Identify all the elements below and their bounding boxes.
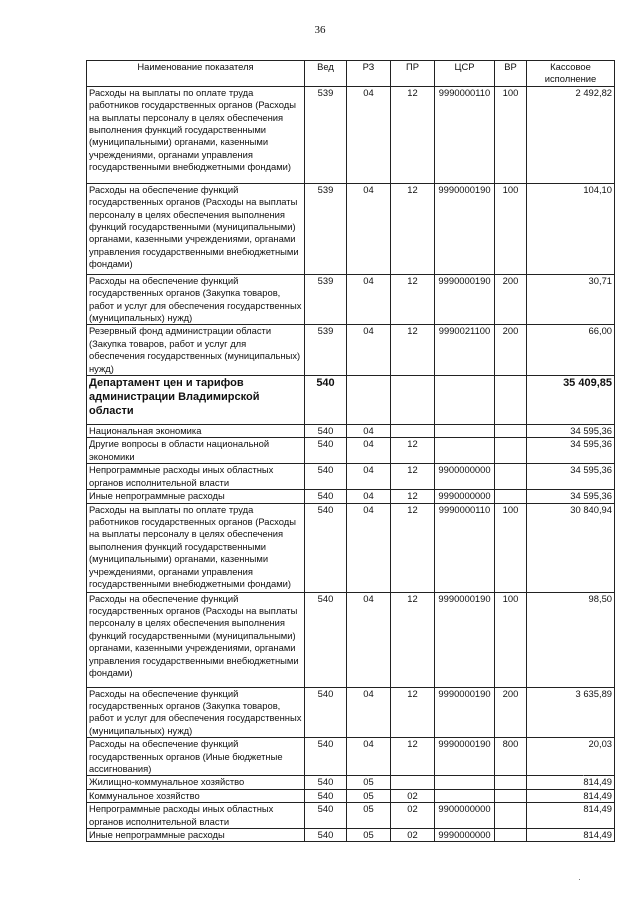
cell-rz: 04 bbox=[347, 425, 391, 438]
cell-csr: 9990000190 bbox=[435, 738, 495, 776]
cell-cash-execution: 35 409,85 bbox=[527, 376, 615, 425]
cell-ved: 540 bbox=[305, 376, 347, 425]
table-row bbox=[87, 86, 615, 183]
table-row bbox=[87, 828, 615, 841]
cell-vr bbox=[495, 464, 527, 490]
cell-ved: 539 bbox=[305, 274, 347, 325]
cell-cash-execution: 814,49 bbox=[527, 828, 615, 841]
cell-csr bbox=[435, 376, 495, 425]
cell-csr: 9990000110 bbox=[435, 86, 495, 183]
cell-csr bbox=[435, 438, 495, 464]
cell-indicator-name: Расходы на обеспечение функций государственных органов (Расходы на выплаты персоналу в целях обеспечения выполнения функций государственными (муниципальными) органами, казенными учреждениями, органами управления государственными внебюджетными фондами) bbox=[87, 183, 305, 274]
cell-rz: 05 bbox=[347, 776, 391, 789]
cell-cash-execution: 814,49 bbox=[527, 776, 615, 789]
cell-pr: 12 bbox=[391, 738, 435, 776]
cell-pr: 12 bbox=[391, 592, 435, 687]
cell-ved: 540 bbox=[305, 425, 347, 438]
cell-pr: 12 bbox=[391, 325, 435, 376]
cell-rz: 04 bbox=[347, 490, 391, 503]
cell-cash-execution: 30,71 bbox=[527, 274, 615, 325]
cell-indicator-name: Национальная экономика bbox=[87, 425, 305, 438]
cell-csr: 9990000110 bbox=[435, 503, 495, 592]
cell-pr: 12 bbox=[391, 503, 435, 592]
cell-ved: 540 bbox=[305, 438, 347, 464]
cell-rz: 04 bbox=[347, 738, 391, 776]
cell-csr: 9990000000 bbox=[435, 490, 495, 503]
cell-rz: 04 bbox=[347, 592, 391, 687]
cell-cash-execution: 814,49 bbox=[527, 803, 615, 829]
cell-pr: 02 bbox=[391, 828, 435, 841]
cell-ved: 540 bbox=[305, 789, 347, 802]
cell-rz: 04 bbox=[347, 86, 391, 183]
cell-csr: 9990000190 bbox=[435, 274, 495, 325]
header-pr: ПР bbox=[391, 61, 435, 87]
table-row bbox=[87, 490, 615, 503]
cell-pr bbox=[391, 776, 435, 789]
cell-indicator-name: Непрограммные расходы иных областных органов исполнительной власти bbox=[87, 464, 305, 490]
table-row bbox=[87, 789, 615, 802]
cell-pr: 12 bbox=[391, 687, 435, 738]
cell-ved: 539 bbox=[305, 183, 347, 274]
table-row bbox=[87, 274, 615, 325]
cell-cash-execution: 104,10 bbox=[527, 183, 615, 274]
cell-pr bbox=[391, 425, 435, 438]
cell-ved: 540 bbox=[305, 464, 347, 490]
table-row bbox=[87, 803, 615, 829]
cell-pr: 12 bbox=[391, 464, 435, 490]
cell-csr: 9990000190 bbox=[435, 183, 495, 274]
cell-ved: 539 bbox=[305, 86, 347, 183]
table-row bbox=[87, 183, 615, 274]
header-rz: РЗ bbox=[347, 61, 391, 87]
cell-vr: 100 bbox=[495, 503, 527, 592]
cell-csr: 9900000000 bbox=[435, 464, 495, 490]
cell-ved: 539 bbox=[305, 325, 347, 376]
cell-indicator-name: Расходы на выплаты по оплате труда работников государственных органов (Расходы на выплаты персоналу в целях обеспечения выполнения функций государственными (муниципальными) органами, казенными учреждениями, органами управления государственными внебюджетными фондами) bbox=[87, 503, 305, 592]
cell-vr bbox=[495, 789, 527, 802]
cell-vr bbox=[495, 425, 527, 438]
cell-indicator-name: Непрограммные расходы иных областных органов исполнительной власти bbox=[87, 803, 305, 829]
cell-rz: 05 bbox=[347, 803, 391, 829]
cell-rz: 04 bbox=[347, 687, 391, 738]
cell-cash-execution: 814,49 bbox=[527, 789, 615, 802]
cell-csr bbox=[435, 425, 495, 438]
cell-ved: 540 bbox=[305, 503, 347, 592]
budget-execution-table bbox=[86, 60, 615, 842]
cell-cash-execution: 34 595,36 bbox=[527, 425, 615, 438]
page-number: 36 bbox=[314, 24, 326, 36]
cell-pr: 02 bbox=[391, 789, 435, 802]
cell-vr bbox=[495, 828, 527, 841]
cell-indicator-name: Другие вопросы в области национальной экономики bbox=[87, 438, 305, 464]
table-row bbox=[87, 776, 615, 789]
cell-ved: 540 bbox=[305, 803, 347, 829]
cell-csr: 9990000190 bbox=[435, 592, 495, 687]
cell-cash-execution: 34 595,36 bbox=[527, 464, 615, 490]
table-row bbox=[87, 592, 615, 687]
cell-rz: 04 bbox=[347, 503, 391, 592]
cell-vr: 100 bbox=[495, 592, 527, 687]
cell-rz: 04 bbox=[347, 274, 391, 325]
cell-vr: 100 bbox=[495, 183, 527, 274]
cell-vr: 800 bbox=[495, 738, 527, 776]
table-row bbox=[87, 503, 615, 592]
header-cash-execution: Кассовое исполнение bbox=[527, 61, 615, 87]
cell-cash-execution: 34 595,36 bbox=[527, 490, 615, 503]
cell-pr: 12 bbox=[391, 274, 435, 325]
scan-speck bbox=[579, 879, 580, 880]
table-row bbox=[87, 425, 615, 438]
cell-vr: 200 bbox=[495, 274, 527, 325]
cell-rz: 04 bbox=[347, 464, 391, 490]
cell-cash-execution: 3 635,89 bbox=[527, 687, 615, 738]
cell-rz bbox=[347, 376, 391, 425]
cell-vr bbox=[495, 776, 527, 789]
cell-csr: 9990000000 bbox=[435, 828, 495, 841]
cell-csr: 9990000190 bbox=[435, 687, 495, 738]
cell-rz: 04 bbox=[347, 325, 391, 376]
cell-ved: 540 bbox=[305, 776, 347, 789]
cell-indicator-name: Коммунальное хозяйство bbox=[87, 789, 305, 802]
cell-vr bbox=[495, 438, 527, 464]
cell-csr bbox=[435, 776, 495, 789]
cell-indicator-name: Расходы на обеспечение функций государственных органов (Расходы на выплаты персоналу в целях обеспечения выполнения функций государственными (муниципальными) органами, казенными учреждениями, органами управления государственными внебюджетными фондами) bbox=[87, 592, 305, 687]
cell-indicator-name: Жилищно-коммунальное хозяйство bbox=[87, 776, 305, 789]
cell-indicator-name: Департамент цен и тарифов администрации Владимирской области bbox=[87, 376, 305, 425]
cell-indicator-name: Расходы на выплаты по оплате труда работников государственных органов (Расходы на выплаты персоналу в целях обеспечения выполнения функций государственными (муниципальными) органами, казенными учреждениями, органами управления государственными внебюджетными фондами) bbox=[87, 86, 305, 183]
cell-vr bbox=[495, 376, 527, 425]
cell-ved: 540 bbox=[305, 687, 347, 738]
table-row bbox=[87, 325, 615, 376]
cell-indicator-name: Резервный фонд администрации области (Закупка товаров, работ и услуг для обеспечения государственных (муниципальных) нужд) bbox=[87, 325, 305, 376]
cell-cash-execution: 2 492,82 bbox=[527, 86, 615, 183]
cell-pr: 02 bbox=[391, 803, 435, 829]
cell-vr: 200 bbox=[495, 325, 527, 376]
cell-csr bbox=[435, 789, 495, 802]
cell-pr: 12 bbox=[391, 438, 435, 464]
cell-pr: 12 bbox=[391, 490, 435, 503]
cell-indicator-name: Иные непрограммные расходы bbox=[87, 828, 305, 841]
cell-indicator-name: Иные непрограммные расходы bbox=[87, 490, 305, 503]
cell-csr: 9990021100 bbox=[435, 325, 495, 376]
table-row bbox=[87, 376, 615, 425]
cell-ved: 540 bbox=[305, 592, 347, 687]
table-row bbox=[87, 438, 615, 464]
cell-rz: 04 bbox=[347, 438, 391, 464]
cell-cash-execution: 98,50 bbox=[527, 592, 615, 687]
cell-vr: 200 bbox=[495, 687, 527, 738]
table-row bbox=[87, 687, 615, 738]
cell-pr: 12 bbox=[391, 183, 435, 274]
cell-rz: 05 bbox=[347, 828, 391, 841]
header-indicator-name: Наименование показателя bbox=[87, 61, 305, 87]
cell-csr: 9900000000 bbox=[435, 803, 495, 829]
cell-vr: 100 bbox=[495, 86, 527, 183]
cell-ved: 540 bbox=[305, 828, 347, 841]
header-vr: ВР bbox=[495, 61, 527, 87]
cell-cash-execution: 20,03 bbox=[527, 738, 615, 776]
cell-indicator-name: Расходы на обеспечение функций государственных органов (Закупка товаров, работ и услуг для обеспечения государственных (муниципальных) нужд) bbox=[87, 687, 305, 738]
cell-cash-execution: 34 595,36 bbox=[527, 438, 615, 464]
cell-ved: 540 bbox=[305, 738, 347, 776]
table-header-row bbox=[87, 61, 615, 87]
cell-pr bbox=[391, 376, 435, 425]
table-row bbox=[87, 738, 615, 776]
cell-pr: 12 bbox=[391, 86, 435, 183]
cell-indicator-name: Расходы на обеспечение функций государственных органов (Иные бюджетные ассигнования) bbox=[87, 738, 305, 776]
cell-rz: 04 bbox=[347, 183, 391, 274]
cell-ved: 540 bbox=[305, 490, 347, 503]
cell-cash-execution: 30 840,94 bbox=[527, 503, 615, 592]
header-ved: Вед bbox=[305, 61, 347, 87]
cell-rz: 05 bbox=[347, 789, 391, 802]
cell-cash-execution: 66,00 bbox=[527, 325, 615, 376]
cell-vr bbox=[495, 803, 527, 829]
header-csr: ЦСР bbox=[435, 61, 495, 87]
table-row bbox=[87, 464, 615, 490]
cell-indicator-name: Расходы на обеспечение функций государственных органов (Закупка товаров, работ и услуг для обеспечения государственных (муниципальных) нужд) bbox=[87, 274, 305, 325]
cell-vr bbox=[495, 490, 527, 503]
scan-speck bbox=[583, 775, 584, 776]
